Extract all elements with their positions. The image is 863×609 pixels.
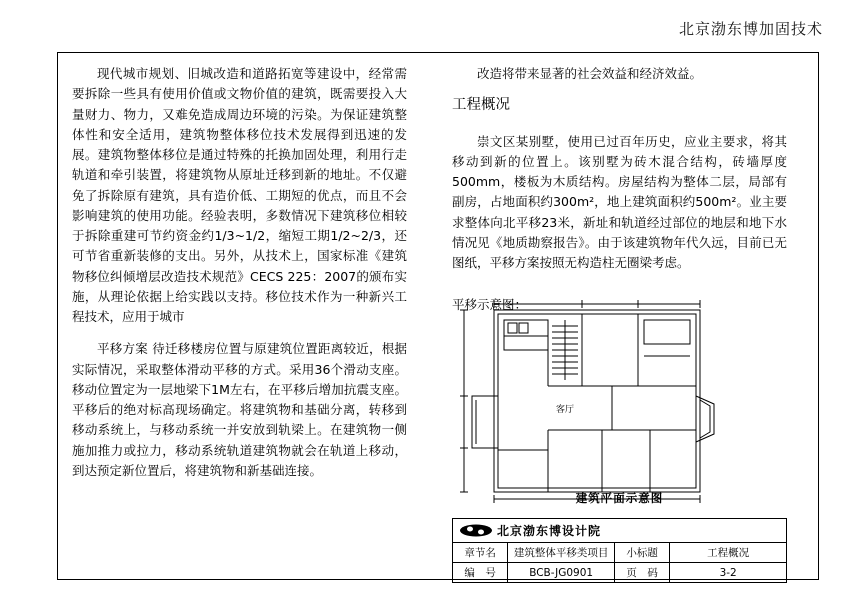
floor-plan-drawing: [452, 300, 787, 505]
title-block-label-chapter: 章节名: [453, 543, 508, 563]
paragraph-left-2: 平移方案 待迁移楼房位置与原建筑位置距离较近，根据实际情况，采取整体滑动平移的方式。采用36个滑动支座。移动位置定为一层地梁下1M左右，在平移后增加抗震支座。平移后的绝对标高现场确定。将建筑物和基础分离，转移到移动系统上，与移动系统一并安放到轨梁上。在建筑物一侧施加推力或拉力，移动系统轨道建筑物就会在轨道上移动，到达预定新位置后，将建筑物和新基础连接。: [72, 341, 407, 478]
floor-plan-caption: 建筑平面示意图: [575, 491, 664, 505]
figure-label: 平移示意图：: [452, 297, 528, 313]
left-text-column: [72, 64, 407, 493]
floor-plan-svg: [452, 300, 787, 505]
paragraph-right-1: 崇文区某别墅，使用已过百年历史，应业主要求，将其移动到新的位置上。该别墅为砖木混合结构，砖墙厚度500mm，楼板为木质结构。房屋结构为整体二层，局部有副房，占地面积约300m²，地上建筑面积约500m²。业主要求整体向北平移23米，新址和轨道经过部位的地层和地下水情况见《地质勘察报告》。由于该建筑物年代久远，目前已无图纸，平移方案按照无构造柱无圈梁考虑。: [452, 133, 787, 271]
title-block-row: [453, 563, 787, 583]
title-block-value-number: BCB-JG0901: [508, 563, 615, 583]
title-block-label-page: 页 码: [615, 563, 670, 583]
company-name-text: 北京渤东博设计院: [497, 524, 602, 538]
paragraph-left-1: 现代城市规划、旧城改造和道路拓宽等建设中，经常需要拆除一些具有使用价值或文物价值的建筑，既需要投入大量财力、物力，又难免造成周边环境的污染。为保证建筑整体性和安全适用，建筑物整体移位技术发展得到迅速的发展。建筑物整体移位是通过特殊的托换加固处理，利用行走轨道和牵引装置，将建筑物从原址迁移到新的地址。不仅避免了拆除原有建筑，具有造价低、工期短的优点，而且不会影响建筑的使用功能。经验表明，多数情况下建筑移位相较于拆除重建可节约资金约1/3~1/2，缩短工期1/2~2/3，还可节省重新装修的支出。另外，从技术上，国家标准《建筑物移位纠倾增层改造技术规范》CECS 225：2007的颁布实施，从理论依据上给实践以支持。移位技术作为一种新兴工程技术，应用于城市: [72, 66, 407, 324]
right-text-column: [452, 64, 787, 324]
page-header-brand: 北京渤东博加固技术: [678, 20, 823, 38]
title-block-row: [453, 543, 787, 563]
title-block-table: [452, 518, 787, 583]
title-block-logo-row: [453, 519, 787, 543]
title-block-company: [453, 519, 787, 543]
section-title: 工程概况: [452, 97, 510, 114]
title-block-value-page: 3-2: [670, 563, 787, 583]
company-logo-icon: [459, 524, 493, 537]
title-block-label-number: 编 号: [453, 563, 508, 583]
title-block-value-subtitle: 工程概况: [670, 543, 787, 563]
title-block-label-subtitle: 小标题: [615, 543, 670, 563]
paragraph-right-lead: 改造将带来显著的社会效益和经济效益。: [477, 66, 703, 81]
plan-room-label: 客厅: [556, 405, 575, 415]
title-block-value-chapter: 建筑整体平移类项目: [508, 543, 615, 563]
